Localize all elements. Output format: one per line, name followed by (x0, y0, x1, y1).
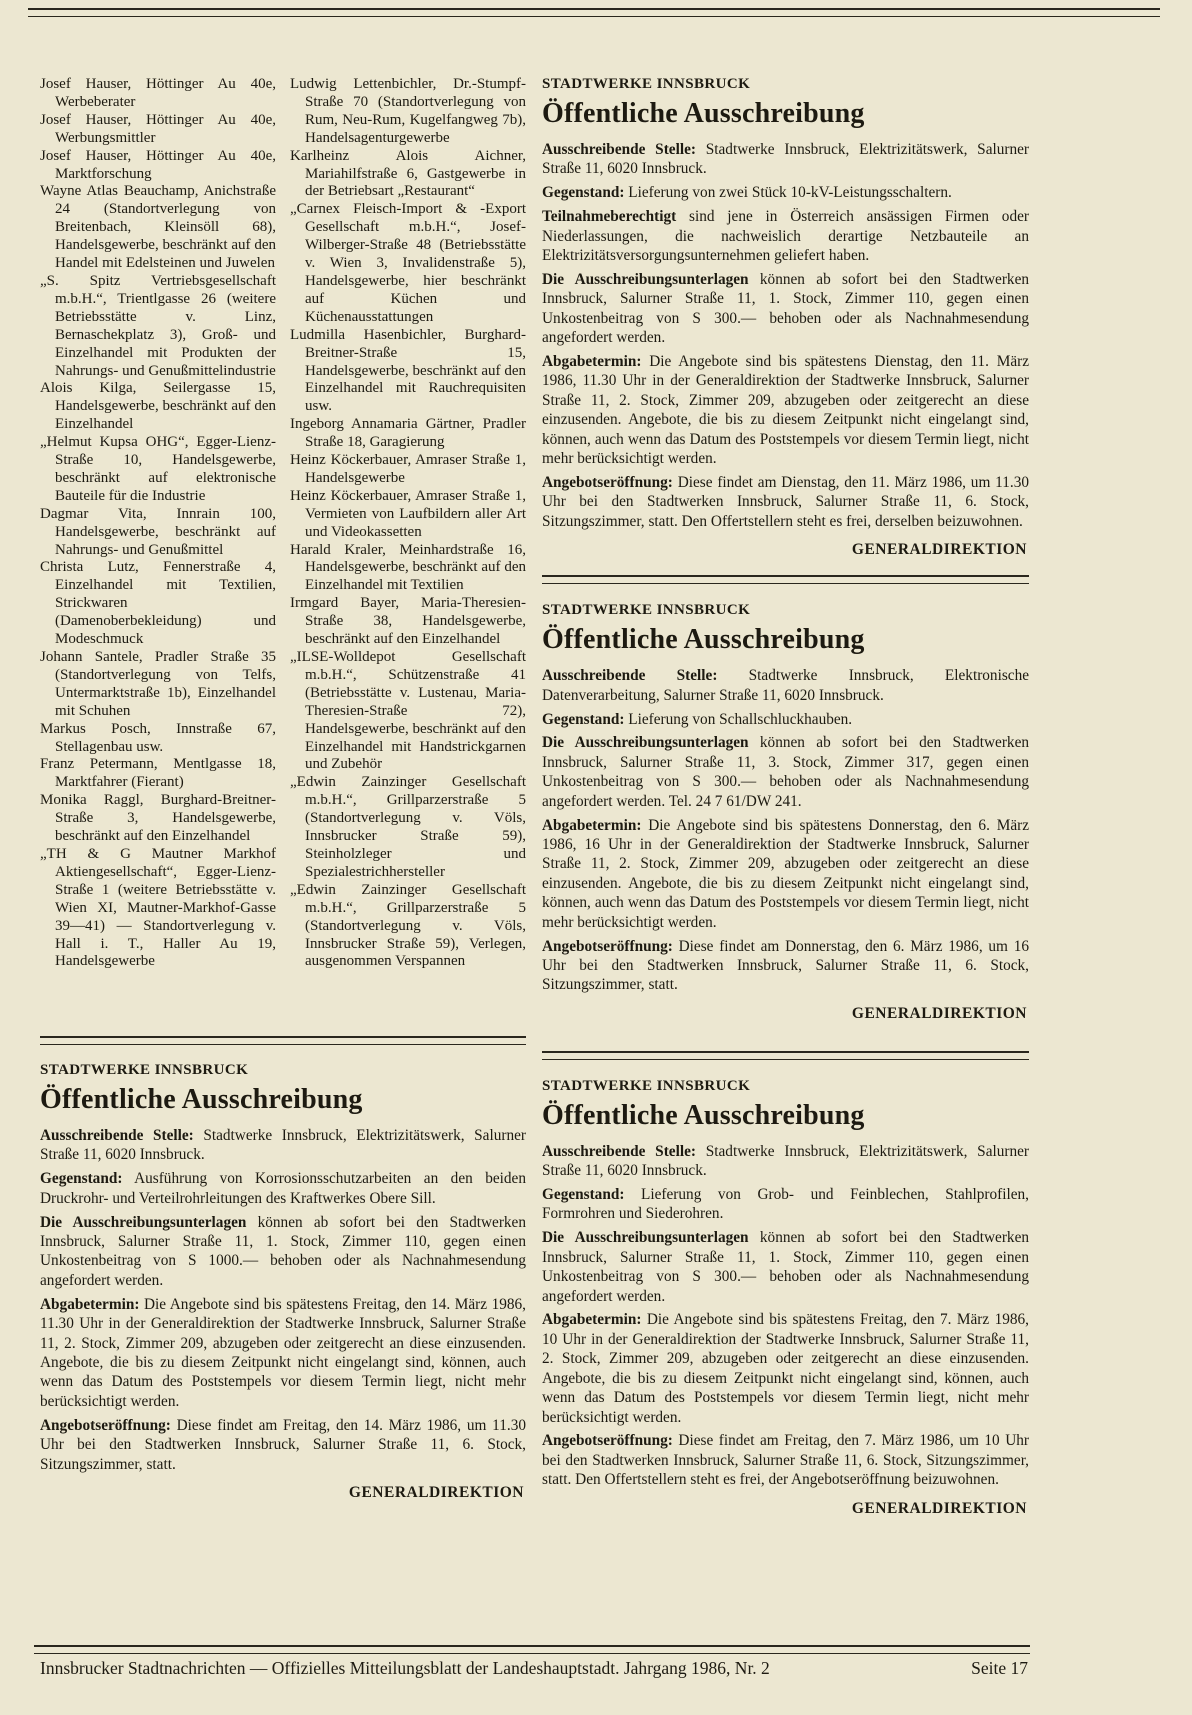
announcements-column (542, 76, 1029, 1641)
announcement-signature: GENERALDIREKTION (348, 1483, 524, 1501)
business-entry: Alois Kilga, Seilergasse 15, Handelsgewerbe, beschränkt auf den Einzelhandel (40, 380, 276, 433)
business-entry: Ludmilla Hasenbichler, Burghard-Breitner-Straße 15, Handelsgewerbe, beschränkt auf den Einzelhandel mit Rauchrequisiten usw. (290, 326, 526, 415)
ad-paragraph-text: Die Angebote sind bis spätestens Donnerstag, den 6. März 1986, 16 Uhr in der Generaldirektion der Stadtwerke Innsbruck, Salurner Straße 11, 2. Stock, Zimmer 209, abzugeben oder zeitgerecht an diese einzusenden. Angebote, die bis zu diesem Zeitpunkt nicht eingelangt sind, können, auch wenn das Datum des Poststempels vor diesem Termin liegt, nicht mehr berücksichtigt werden. (542, 816, 1029, 931)
business-entry: Heinz Köckerbauer, Amraser Straße 1, Vermieten von Laufbildern aller Art und Videokassetten (290, 487, 526, 540)
ad-paragraph-text: Diese findet am Dienstag, den 11. März 1986, um 11.30 Uhr bei den Stadtwerken Innsbruck, Salurner Straße 11, 6. Stock, Sitzungszimmer, statt. Den Offertstellern steht es frei, derselben beizuwohnen. (542, 474, 1029, 530)
ad-paragraph (542, 207, 1029, 265)
ad-paragraph (40, 1416, 526, 1474)
announcement-kicker: STADTWERKE INNSBRUCK (542, 602, 751, 619)
section-divider-rule (542, 575, 1029, 584)
business-entry: Ludwig Lettenbichler, Dr.-Stumpf-Straße 70 (Standortverlegung von Rum, Neu-Rum, Kugelfangweg 7b), Handelsagenturgewerbe (290, 76, 526, 146)
announcement-signature: GENERALDIREKTION (851, 1004, 1027, 1022)
ad-paragraph-label: Angebotseröffnung: (542, 474, 673, 491)
business-entry: Josef Hauser, Höttinger Au 40e, Marktforschung (40, 147, 276, 182)
ad-paragraph-text: Die Angebote sind bis spätestens Dienstag, den 11. März 1986, 11.30 Uhr in der Generaldirektion der Stadtwerke Innsbruck, Salurner Straße 11, 2. Stock, Zimmer 209, abzugeben oder zeitgerecht an diese einzusenden. Angebote, die bis zu diesem Zeitpunkt nicht eingelangt sind, können, auch wenn das Datum des Poststempels vor diesem Termin liegt, nicht mehr berücksichtigt werden. (542, 353, 1029, 468)
ad-paragraph-label: Angebotseröffnung: (542, 937, 673, 955)
ad-paragraph (542, 710, 1029, 729)
footer-masthead: Innsbrucker Stadtnachrichten — Offizielles Mitteilungsblatt der Landeshauptstadt. Jahrgang 1986, Nr. 2 (40, 1658, 770, 1678)
ad-paragraph-text: Ausführung von Korrosionsschutzarbeiten an den beiden Druckrohr- und Verteilrohrleitungen des Kraftwerkes Obere Sill. (40, 1170, 526, 1207)
business-entry: Heinz Köckerbauer, Amraser Straße 1, Handelsgewerbe (290, 452, 526, 486)
business-entry: Franz Petermann, Mentlgasse 18, Marktfahrer (Fierant) (40, 756, 276, 791)
ad-paragraph-label: Abgabetermin: (542, 353, 642, 371)
ad-paragraph-text: Die Angebote sind bis spätestens Freitag, den 7. März 1986, 10 Uhr in der Generaldirektion der Stadtwerke Innsbruck, Salurner Straße 11, 2. Stock, Zimmer 209, abzugeben oder zeitgerecht an diese einzusenden. Angebote, die bis zu diesem Zeitpunkt nicht eingelangt sind, können, auch wenn das Datum des Poststempels vor diesem Termin liegt, nicht mehr berücksichtigt werden. (542, 1311, 1029, 1426)
ad-paragraph (40, 1126, 526, 1165)
business-entry: Monika Raggl, Burghard-Breitner-Straße 3, Handelsgewerbe, beschränkt auf den Einzelhandel (40, 792, 276, 845)
ad-paragraph-label: Teilnahmeberechtigt (542, 208, 677, 226)
ad-paragraph (40, 1169, 526, 1208)
ad-paragraph-text: können ab sofort bei den Stadtwerken Innsbruck, Salurner Straße 11, 3. Stock, Zimmer 317, gegen einen Unkostenbeitrag von S 300.— behoben oder als Nachnahmesendung angefordert werden. Tel. 24 7 61/DW 241. (542, 734, 1029, 810)
announcement-kicker: STADTWERKE INNSBRUCK (40, 1062, 249, 1078)
ad-paragraph-text: Lieferung von Schallschluckhauben. (628, 710, 853, 728)
page-footer (40, 1658, 1028, 1679)
ad-paragraph-label: Ausschreibende Stelle: (40, 1127, 194, 1144)
ad-paragraph (542, 1142, 1029, 1181)
ad-paragraph (542, 816, 1029, 932)
ad-paragraph (40, 1213, 526, 1291)
ad-paragraph-label: Abgabetermin: (40, 1295, 140, 1313)
business-entry: Josef Hauser, Höttinger Au 40e, Werbungsmittler (40, 111, 276, 146)
ad-paragraph-text: Lieferung von zwei Stück 10-kV-Leistungsschaltern. (628, 184, 952, 202)
ad-paragraph (542, 352, 1029, 468)
ad-paragraph-label: Die Ausschreibungsunterlagen (542, 1229, 749, 1247)
ad-paragraph-text: Stadtwerke Innsbruck, Elektrizitätswerk, Salurner Straße 11, 6020 Innsbruck. (542, 141, 1029, 178)
ad-paragraph-text: können ab sofort bei den Stadtwerken Innsbruck, Salurner Straße 11, 1. Stock, Zimmer 110, gegen einen Unkostenbeitrag von S 300.— behoben oder als Nachnahmesendung angefordert werden. (542, 1229, 1029, 1305)
business-entry: „Helmut Kupsa OHG“, Egger-Lienz-Straße 10, Handelsgewerbe, beschränkt auf elektronische Bauteile für die Industrie (40, 434, 276, 504)
business-entry: Ingeborg Annamaria Gärtner, Pradler Straße 18, Garagierung (290, 416, 526, 451)
business-entry: Dagmar Vita, Innrain 100, Handelsgewerbe, beschränkt auf Nahrungs- und Genußmittel (40, 505, 276, 558)
ad-paragraph-label: Abgabetermin: (542, 1311, 642, 1329)
announcement-kicker: STADTWERKE INNSBRUCK (542, 1077, 751, 1094)
ad-paragraph-text: Stadtwerke Innsbruck, Elektrizitätswerk, Salurner Straße 11, 6020 Innsbruck. (542, 1142, 1029, 1180)
ad-paragraph-text: sind jene in Österreich ansässigen Firmen oder Niederlassungen, die nachweislich derartige Netzbauteile an Elektrizitätsversorgungsunternehmen geliefert haben. (542, 208, 1029, 265)
announcement-kicker: STADTWERKE INNSBRUCK (542, 76, 751, 92)
ad-paragraph-text: Stadtwerke Innsbruck, Elektrizitätswerk, Salurner Straße 11, 6020 Innsbruck. (40, 1127, 526, 1164)
ad-paragraph (40, 1295, 526, 1411)
business-entry: „Edwin Zainzinger Gesellschaft m.b.H.“, Grillparzerstraße 5 (Standortverlegung v. Völs, Innsbrucker Straße 59), Steinholzleger und Spezialestrichhersteller (290, 774, 526, 880)
ad-paragraph-text: können ab sofort bei den Stadtwerken Innsbruck, Salurner Straße 11, 1. Stock, Zimmer 110, gegen einen Unkostenbeitrag von S 1000.— behoben oder als Nachnahmesendung angefordert werden. (40, 1213, 526, 1289)
announcement-bleche-stahlprofile (542, 1078, 1029, 1518)
business-entry: „Edwin Zainzinger Gesellschaft m.b.H.“, Grillparzerstraße 5 (Standortverlegung v. Völs, Innsbrucker Straße 59), Verlegen, ausgenommen Verspannen (290, 881, 526, 970)
ad-paragraph-label: Ausschreibende Stelle: (542, 1142, 696, 1160)
ad-paragraph (542, 1185, 1029, 1224)
ad-paragraph-text: Lieferung von Grob- und Feinblechen, Stahlprofilen, Formrohren und Siederohren. (542, 1186, 1029, 1223)
ad-paragraph (542, 183, 1029, 202)
ad-paragraph (542, 270, 1029, 348)
business-entry: Markus Posch, Innstraße 67, Stellagenbau usw. (40, 720, 276, 755)
announcement-signature: GENERALDIREKTION (851, 541, 1027, 559)
business-entry: Karlheinz Alois Aichner, Mariahilfstraße 6, Gastgewerbe in der Betriebsart „Restaurant“ (290, 147, 526, 200)
ad-paragraph-label: Gegenstand: (40, 1170, 123, 1188)
ad-paragraph (542, 666, 1029, 705)
ad-paragraph-text: können ab sofort bei den Stadtwerken Innsbruck, Salurner Straße 11, 1. Stock, Zimmer 110, gegen einen Unkostenbeitrag von S 300.— behoben oder als Nachnahmesendung angefordert werden. (542, 270, 1029, 347)
ad-paragraph (542, 1310, 1029, 1426)
ad-paragraph-text: Diese findet am Freitag, den 7. März 1986, um 10 Uhr bei den Stadtwerken Innsbruck, Salurner Straße 11, 6. Stock, Sitzungszimmer, statt. Den Offertstellern steht es frei, der Angebotseröffnung beizuwohnen. (542, 1432, 1029, 1489)
business-entry: „S. Spitz Vertriebsgesellschaft m.b.H.“, Trientlgasse 26 (weitere Betriebsstätte v. Linz, Bernaschekplatz 3), Groß- und Einzelhandel mit Produkten der Nahrungs- und Genußmittelindustrie (40, 272, 276, 379)
ad-paragraph-text: Die Angebote sind bis spätestens Freitag, den 14. März 1986, 11.30 Uhr in der Generaldirektion der Stadtwerke Innsbruck, Salurner Straße 11, 2. Stock, Zimmer 209, abzugeben oder zeitgerecht an diese einzusenden. Angebote, die bis zu diesem Zeitpunkt nicht eingelangt sind, können, auch wenn das Datum des Poststempels vor diesem Termin liegt, nicht mehr berücksichtigt werden. (40, 1295, 526, 1410)
business-listings-column-1 (40, 76, 276, 1031)
business-entry: „Carnex Fleisch-Import & -Export Gesellschaft m.b.H.“, Josef-Wilberger-Straße 48 (Betriebsstätte v. Wien 3, Invalidenstraße 5), Handelsgewerbe, hier beschränkt auf Küchen und Küchenausstattungen (290, 201, 526, 325)
ad-paragraph-label: Angebotseröffnung: (542, 1432, 673, 1450)
ad-paragraph-label: Ausschreibende Stelle: (542, 141, 696, 158)
business-entry: Josef Hauser, Höttinger Au 40e, Werbeberater (40, 76, 276, 110)
announcement-title: Öffentliche Ausschreibung (542, 98, 865, 129)
ad-paragraph (542, 140, 1029, 179)
announcement-title: Öffentliche Ausschreibung (542, 624, 865, 656)
ad-paragraph-label: Angebotseröffnung: (40, 1416, 171, 1434)
business-entry: „TH & G Mautner Markhof Aktiengesellschaft“, Egger-Lienz-Straße 1 (weitere Betriebsstätte v. Wien XI, Mautner-Markhof-Gasse 39—41) — Standortverlegung v. Hall i. T., Haller Au 19, Handelsgewerbe (40, 845, 276, 970)
business-entry: Christa Lutz, Fennerstraße 4, Einzelhandel mit Textilien, Strickwaren (Damenoberbekleidung) und Modeschmuck (40, 559, 276, 648)
business-entry: Harald Kraler, Meinhardstraße 16, Handelsgewerbe, beschränkt auf den Einzelhandel mit Textilien (290, 541, 526, 594)
footer-rule (34, 1645, 1030, 1654)
announcement-bottom-left-region (40, 1036, 526, 1502)
ad-paragraph-label: Ausschreibende Stelle: (542, 667, 718, 685)
business-listings-column-2 (290, 76, 526, 1031)
ad-paragraph (542, 937, 1029, 995)
ad-paragraph-label: Gegenstand: (542, 1186, 625, 1204)
announcement-signature: GENERALDIREKTION (851, 1499, 1027, 1517)
ad-paragraph (542, 1431, 1029, 1489)
announcement-korrosionsschutz (40, 1062, 526, 1502)
ad-paragraph-text: Diese findet am Freitag, den 14. März 1986, um 11.30 Uhr bei den Stadtwerken Innsbruck, Salurner Straße 11, 6. Stock, Sitzungszimmer, statt. (40, 1416, 526, 1473)
business-entry: „ILSE-Wolldepot Gesellschaft m.b.H.“, Schützenstraße 41 (Betriebsstätte v. Lustenau, Maria-Theresien-Straße 72), Handelsgewerbe, beschränkt auf den Einzelhandel mit Handstrickgarnen und Zubehör (290, 649, 526, 773)
ad-paragraph-label: Gegenstand: (542, 184, 625, 202)
ad-paragraph (542, 1228, 1029, 1306)
section-divider-rule (542, 1051, 1029, 1060)
ad-paragraph (542, 733, 1029, 811)
page-top-rule (28, 8, 1160, 17)
announcement-title: Öffentliche Ausschreibung (542, 1099, 865, 1131)
ad-paragraph-label: Abgabetermin: (542, 816, 642, 834)
announcement-title: Öffentliche Ausschreibung (40, 1084, 363, 1115)
business-entry: Irmgard Bayer, Maria-Theresien-Straße 38, Handelsgewerbe, beschränkt auf den Einzelhandel (290, 595, 526, 648)
ad-paragraph-text: Stadtwerke Innsbruck, Elektronische Datenverarbeitung, Salurner Straße 11, 6020 Innsbruck. (542, 667, 1029, 704)
footer-page-number: Seite 17 (971, 1658, 1028, 1678)
business-entry: Wayne Atlas Beauchamp, Anichstraße 24 (Standortverlegung von Breitenbach, Kleinsöll 68), Handelsgewerbe, beschränkt auf den Handel mit Edelsteinen und Juwelen (40, 183, 276, 272)
announcement-leistungsschalter (542, 76, 1029, 559)
announcement-schallschluckhauben (542, 602, 1029, 1023)
ad-paragraph-label: Die Ausschreibungsunterlagen (542, 270, 749, 288)
business-entry: Johann Santele, Pradler Straße 35 (Standortverlegung von Telfs, Untermarktstraße 1b), Einzelhandel mit Schuhen (40, 649, 276, 719)
ad-paragraph (542, 473, 1029, 531)
ad-paragraph-label: Die Ausschreibungsunterlagen (40, 1213, 247, 1231)
ad-paragraph-text: Diese findet am Donnerstag, den 6. März 1986, um 16 Uhr bei den Stadtwerken Innsbruck, Salurner Straße 11, 6. Stock, Sitzungszimmer, statt. (542, 937, 1029, 994)
section-divider-rule (40, 1036, 526, 1045)
ad-paragraph-label: Die Ausschreibungsunterlagen (542, 734, 749, 752)
ad-paragraph-label: Gegenstand: (542, 710, 625, 728)
